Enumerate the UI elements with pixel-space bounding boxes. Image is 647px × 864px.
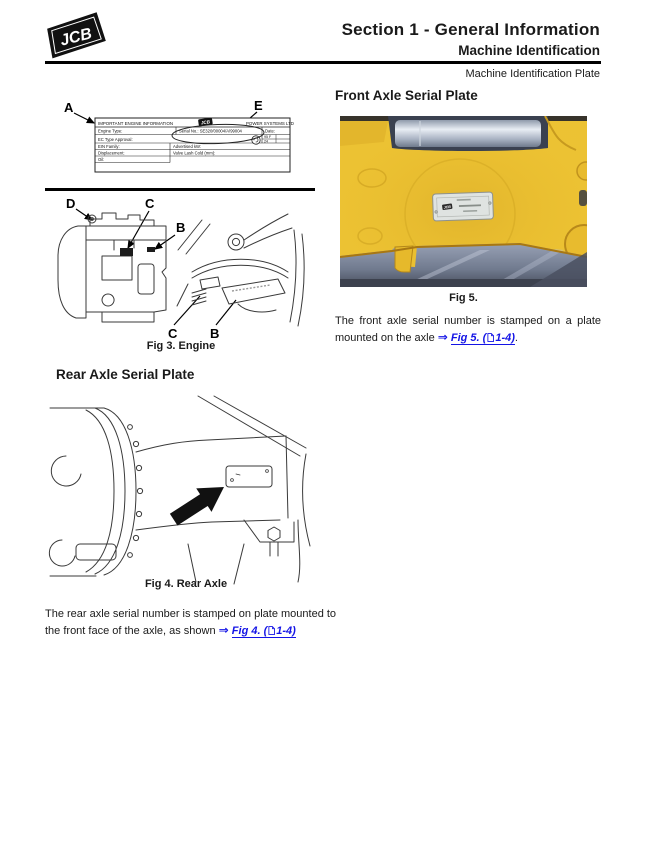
front-axle-period: .	[514, 331, 518, 344]
page-header	[180, 20, 600, 58]
front-axle-text: The front axle serial number is stamped on a plate mounted on the axle	[335, 315, 601, 344]
fig3-caption: Fig 3. Engine	[146, 340, 216, 352]
engine-plate-figure	[50, 96, 312, 186]
jump-arrow-icon: ⇒	[218, 622, 229, 637]
rear-axle-figure	[48, 394, 324, 588]
fig5-link-page: 1-4)	[495, 331, 515, 344]
page-topic: Machine Identification Plate	[465, 68, 600, 80]
plate-displacement: Displacement:	[98, 150, 125, 156]
front-axle-photo	[340, 116, 587, 287]
header-rule	[45, 61, 601, 64]
subsection-title: Machine Identification	[458, 43, 600, 58]
callout-b-bottom: B	[210, 326, 220, 340]
section-title: Section 1 - General Information	[341, 20, 600, 39]
svg-text:JCB: JCB	[443, 204, 452, 210]
plate-title-right: POWER SYSTEMS LTD	[246, 121, 294, 126]
front-axle-heading: Front Axle Serial Plate	[335, 88, 478, 103]
page-icon	[268, 626, 275, 635]
plate-title-left: IMPORTANT ENGINE INFORMATION	[98, 121, 174, 126]
plate-engine-type: Engine Type:	[98, 128, 123, 134]
jump-arrow-icon: ⇒	[437, 329, 448, 344]
page-icon	[487, 333, 494, 342]
fig5-link[interactable]	[437, 329, 515, 344]
jcb-logo	[36, 10, 116, 62]
engine-plate-location-mark	[120, 248, 133, 256]
rear-axle-drawing	[49, 396, 310, 584]
plate-valve-lash: Valve Lash Cold (mm):	[173, 150, 216, 156]
rear-axle-text: The rear axle serial number is stamped on plate mounted to the front face of the axle, as shown	[45, 608, 337, 637]
fig4-link-page: 1-4)	[276, 624, 296, 637]
plate-oil: Oil:	[98, 156, 105, 162]
svg-text:JCB: JCB	[58, 25, 94, 50]
plate-95f: 95 F	[264, 135, 272, 140]
plate-advertised-kw: Advertised kW:	[173, 144, 202, 149]
callout-c-bottom: C	[168, 326, 178, 340]
callout-b-top: B	[176, 220, 186, 235]
figure-separator-rule	[45, 188, 315, 191]
engine-bracket-mark	[147, 247, 155, 252]
callout-e: E	[254, 98, 263, 113]
plate-date: Date:	[265, 128, 276, 134]
callout-a: A	[64, 100, 74, 115]
callout-d: D	[66, 196, 76, 211]
fig4-link-label: Fig 4. (	[231, 624, 268, 637]
engine-figure	[50, 192, 312, 340]
plate-ein-family: EIN Family:	[98, 144, 120, 149]
plate-serial-no: Serial No.: SE320/00004/A/99004	[179, 128, 242, 134]
fig5-caption: Fig 5.	[449, 292, 478, 304]
fig4-caption: Fig 4. Rear Axle	[144, 578, 228, 590]
serial-plate-outline	[226, 466, 272, 487]
rear-axle-paragraph	[45, 607, 347, 639]
plate-24: 24	[264, 139, 268, 144]
engine-detail-view	[177, 214, 304, 326]
photo-serial-plate	[433, 192, 494, 221]
fig5-link-label: Fig 5. (	[450, 331, 487, 344]
svg-text:JCB: JCB	[200, 119, 211, 126]
engine-front-view	[58, 213, 166, 322]
fig4-link[interactable]	[218, 622, 296, 637]
callout-c-top: C	[145, 196, 155, 211]
front-axle-paragraph	[335, 314, 601, 346]
plate-ec-approval: EC Type Approval:	[98, 136, 133, 142]
rear-axle-heading: Rear Axle Serial Plate	[56, 367, 195, 382]
jcb-logo-icon	[36, 10, 116, 62]
